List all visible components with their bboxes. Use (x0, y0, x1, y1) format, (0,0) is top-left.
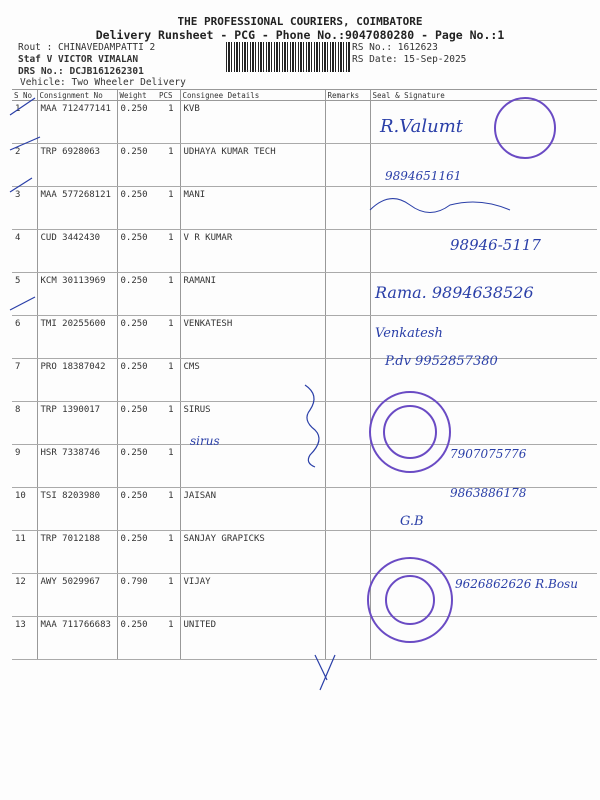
rs-date: RS Date: 15-Sep-2025 (352, 54, 467, 65)
consignment-cell: HSR 7338746 (37, 445, 117, 488)
seal-cell (370, 144, 597, 187)
weight-cell: 0.250 (117, 101, 157, 144)
runsheet-table (12, 89, 597, 660)
drs-no: DRS No.: DCJB161262301 (18, 66, 144, 77)
consignment-cell: PRO 18387042 (37, 359, 117, 402)
weight-cell: 0.250 (117, 144, 157, 187)
sig-7: P.dv 9952857380 (385, 354, 498, 369)
consignment-cell: MAA 577268121 (37, 187, 117, 230)
consignee-cell: VIJAY (180, 574, 325, 617)
weight-cell: 0.250 (117, 230, 157, 273)
sno-cell: 2 (12, 144, 37, 187)
pcs-cell: 1 (157, 402, 180, 445)
company-title: THE PROFESSIONAL COURIERS, COIMBATORE (177, 15, 423, 28)
seal-cell (370, 402, 597, 445)
pcs-cell: 1 (157, 316, 180, 359)
table-row (12, 144, 597, 187)
pcs-cell: 1 (157, 359, 180, 402)
sno-cell: 5 (12, 273, 37, 316)
weight-cell: 0.790 (117, 574, 157, 617)
pcs-cell: 1 (157, 101, 180, 144)
consignment-cell: TRP 6928063 (37, 144, 117, 187)
seal-cell (370, 617, 597, 660)
pcs-cell: 1 (157, 187, 180, 230)
consignment-cell: MAA 711766683 (37, 617, 117, 660)
table-row (12, 273, 597, 316)
seal-cell (370, 574, 597, 617)
sig-4: 98946-5117 (450, 236, 541, 254)
sno-cell: 8 (12, 402, 37, 445)
remarks-cell (325, 402, 370, 445)
sig-1: R.Valumt (380, 116, 464, 137)
consignee-cell: RAMANI (180, 273, 325, 316)
seal-cell (370, 230, 597, 273)
consignee-cell: SIRUS (180, 402, 325, 445)
remarks-cell (325, 574, 370, 617)
consignment-cell: KCM 30113969 (37, 273, 117, 316)
remarks-cell (325, 273, 370, 316)
remarks-cell (325, 187, 370, 230)
remarks-cell (325, 617, 370, 660)
table-row (12, 488, 597, 531)
consignee-cell: JAISAN (180, 488, 325, 531)
consignment-cell: AWY 5029967 (37, 574, 117, 617)
seal-cell (370, 316, 597, 359)
sno-cell: 6 (12, 316, 37, 359)
consignee-cell: MANI (180, 187, 325, 230)
pcs-cell: 1 (157, 531, 180, 574)
sno-cell: 3 (12, 187, 37, 230)
consignee-cell: UDHAYA KUMAR TECH (180, 144, 325, 187)
sig-13: 9626862626 R.Bosu (455, 577, 578, 591)
weight-cell: 0.250 (117, 531, 157, 574)
pcs-cell: 1 (157, 488, 180, 531)
pcs-cell: 1 (157, 445, 180, 488)
col-consignment: Consignment No (37, 90, 117, 101)
sno-cell: 4 (12, 230, 37, 273)
staff: Staf V VICTOR VIMALAN (18, 54, 139, 65)
remarks-cell (325, 316, 370, 359)
weight-cell: 0.250 (117, 488, 157, 531)
seal-cell (370, 488, 597, 531)
route: Rout : CHINAVEDAMPATTI 2 (18, 42, 156, 53)
seal-cell (370, 101, 597, 144)
weight-cell: 0.250 (117, 273, 157, 316)
remarks-cell (325, 144, 370, 187)
weight-cell: 0.250 (117, 316, 157, 359)
sno-cell: 12 (12, 574, 37, 617)
col-consignee: Consignee Details (180, 90, 325, 101)
weight-cell: 0.250 (117, 445, 157, 488)
consignment-cell: MAA 712477141 (37, 101, 117, 144)
sno-cell: 13 (12, 617, 37, 660)
sno-cell: 9 (12, 445, 37, 488)
table-row (12, 187, 597, 230)
rs-no: RS No.: 1612623 (352, 42, 438, 53)
consignment-cell: CUD 3442430 (37, 230, 117, 273)
weight-cell: 0.250 (117, 187, 157, 230)
sirus-remark: sirus (190, 434, 220, 448)
table-row (12, 359, 597, 402)
weight-cell: 0.250 (117, 617, 157, 660)
seal-cell (370, 273, 597, 316)
remarks-cell (325, 230, 370, 273)
table-row (12, 531, 597, 574)
seal-cell (370, 531, 597, 574)
sig-5: Rama. 9894638526 (375, 283, 534, 302)
runsheet-subtitle: Delivery Runsheet - PCG - Phone No.:9047080280 - Page No.:1 (95, 28, 505, 42)
sno-cell: 1 (12, 101, 37, 144)
consignment-cell: TRP 7012188 (37, 531, 117, 574)
table-row (12, 617, 597, 660)
sig-11: G.B (400, 514, 424, 529)
sno-cell: 7 (12, 359, 37, 402)
pcs-cell: 1 (157, 574, 180, 617)
pcs-cell: 1 (157, 273, 180, 316)
remarks-cell (325, 531, 370, 574)
col-pcs: PCS (157, 90, 180, 101)
remarks-cell (325, 101, 370, 144)
pcs-cell: 1 (157, 617, 180, 660)
table-row (12, 402, 597, 445)
seal-cell (370, 359, 597, 402)
consignment-cell: TRP 1390017 (37, 402, 117, 445)
seal-cell (370, 445, 597, 488)
consignee-cell: SANJAY GRAPICKS (180, 531, 325, 574)
pcs-cell: 1 (157, 230, 180, 273)
consignee-cell (180, 445, 325, 488)
barcode (226, 42, 350, 72)
col-remarks: Remarks (325, 90, 370, 101)
table-row (12, 230, 597, 273)
scribble-mark (315, 655, 335, 690)
consignee-cell: KVB (180, 101, 325, 144)
consignee-cell: VENKATESH (180, 316, 325, 359)
consignee-cell: CMS (180, 359, 325, 402)
table-row (12, 101, 597, 144)
consignment-cell: TSI 8203980 (37, 488, 117, 531)
consignment-cell: TMI 20255600 (37, 316, 117, 359)
col-sno: S No (12, 90, 37, 101)
table-row (12, 445, 597, 488)
col-seal: Seal & Signature (370, 90, 597, 101)
weight-cell: 0.250 (117, 359, 157, 402)
consignee-cell: V R KUMAR (180, 230, 325, 273)
sig-2: 9894651161 (385, 169, 462, 183)
weight-cell: 0.250 (117, 402, 157, 445)
pcs-cell: 1 (157, 144, 180, 187)
col-weight: Weight (117, 90, 157, 101)
consignee-cell: UNITED (180, 617, 325, 660)
sno-cell: 11 (12, 531, 37, 574)
seal-cell (370, 187, 597, 230)
vehicle: Vehicle: Two Wheeler Delivery (20, 77, 186, 88)
remarks-cell (325, 488, 370, 531)
sno-cell: 10 (12, 488, 37, 531)
sig-9: 7907075776 (450, 447, 527, 461)
table-row (12, 574, 597, 617)
sig-10: 9863886178 (450, 486, 527, 500)
table-row (12, 316, 597, 359)
remarks-cell (325, 359, 370, 402)
sig-6: Venkatesh (375, 326, 443, 341)
remarks-cell (325, 445, 370, 488)
